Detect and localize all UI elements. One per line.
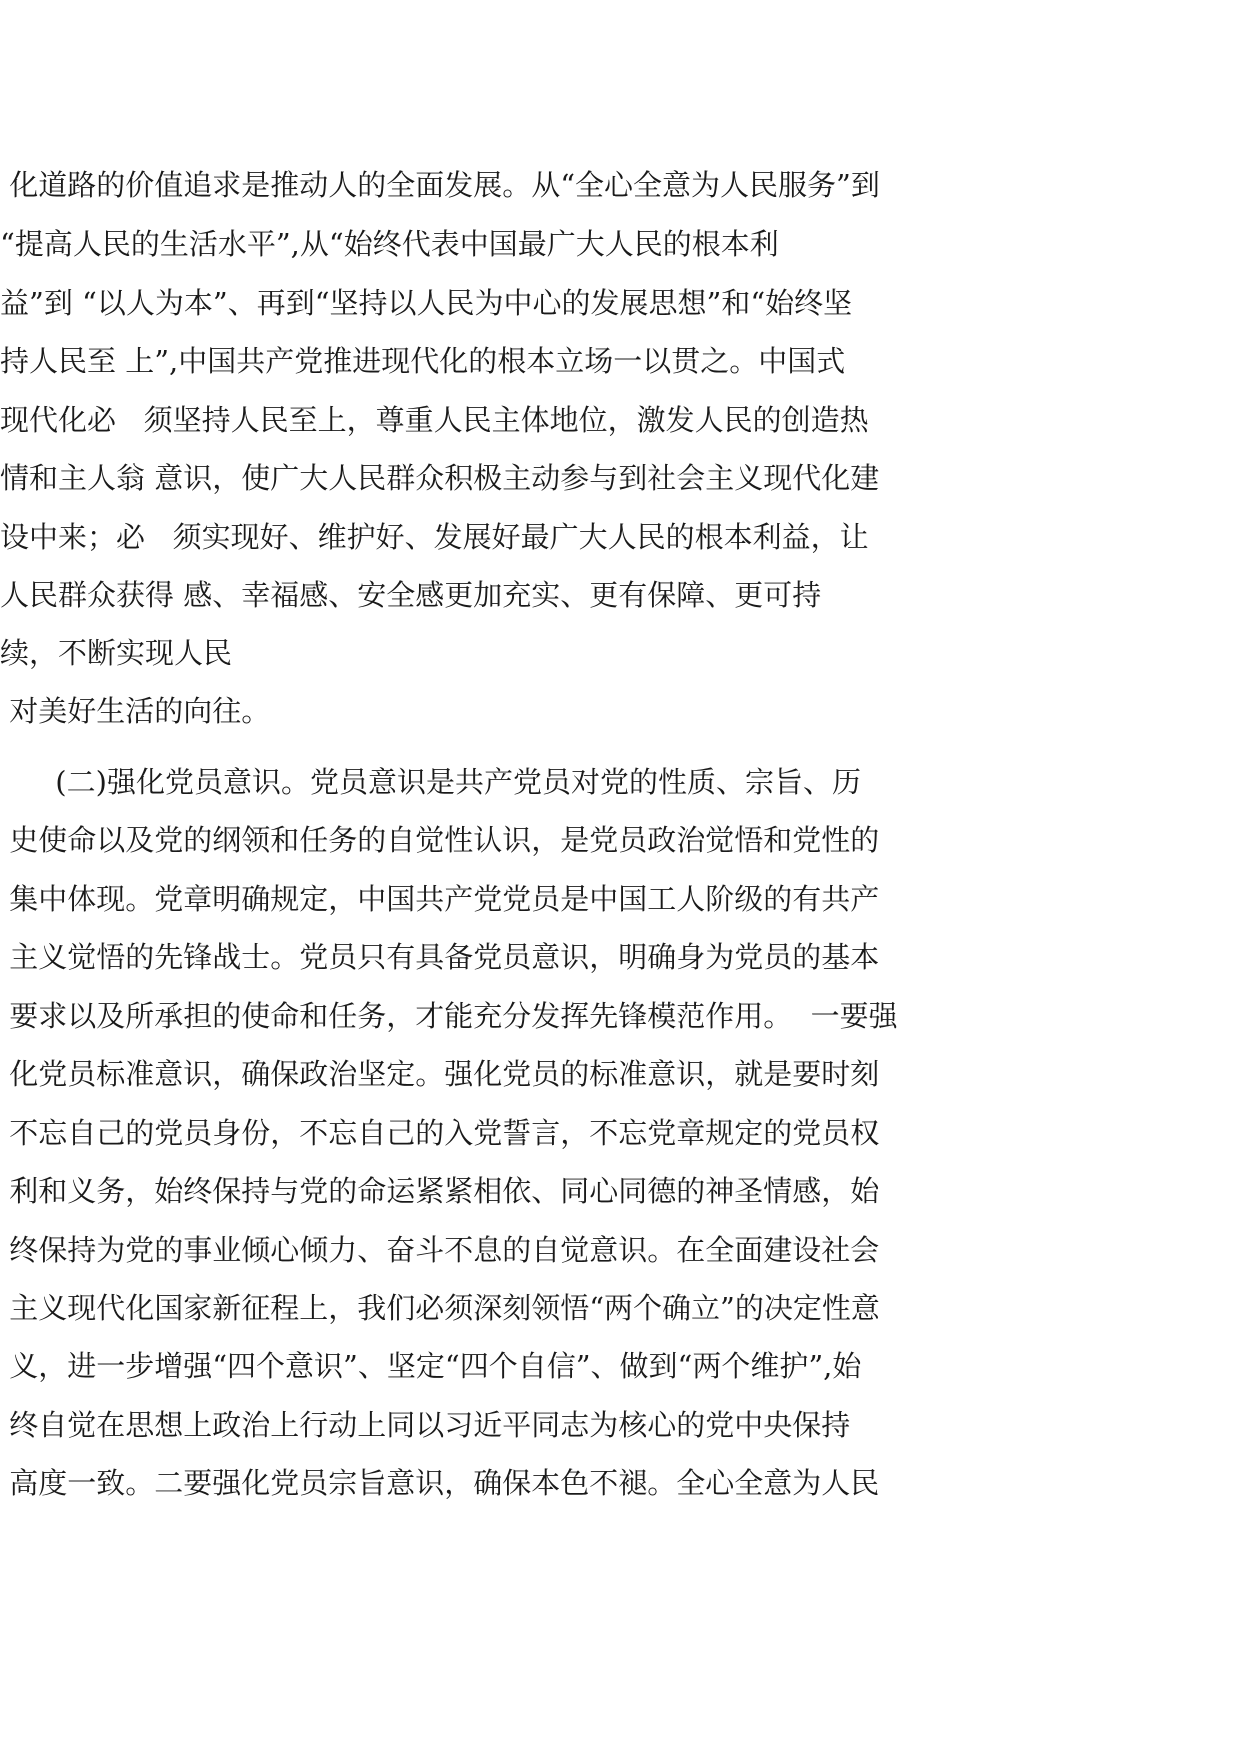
text-line: 义，进一步增强“四个意识”、坚定“四个自信”、做到“两个维护”,始 [0,1349,862,1383]
text-line: 集中体现。党章明确规定，中国共产党党员是中国工人阶级的有共产 [0,882,880,916]
text-line: 对美好生活的向往。 [0,694,271,728]
text-line: 要求以及所承担的使命和任务，才能充分发挥先锋模范作用。 一要强 [0,999,898,1033]
text-line: 情和主人翁 意识，使广大人民群众积极主动参与到社会主义现代化建 [0,461,880,495]
text-line: 终自觉在思想上政治上行动上同以习近平同志为核心的党中央保持 [0,1408,851,1442]
text-line: 终保持为党的事业倾心倾力、奋斗不息的自觉意识。在全面建设社会 [0,1233,880,1267]
text-line: 设中来；必 须实现好、维护好、发展好最广大人民的根本利益，让 [0,520,869,554]
text-line: 续，不断实现人民 [0,636,233,670]
text-line: 主义现代化国家新征程上，我们必须深刻领悟“两个确立”的决定性意 [0,1291,880,1325]
text-line: 不忘自己的党员身份，不忘自己的入党誓言，不忘党章规定的党员权 [0,1116,880,1150]
text-line: 高度一致。二要强化党员宗旨意识，确保本色不褪。全心全意为人民 [0,1466,880,1500]
text-line: 化道路的价值追求是推动人的全面发展。从“全心全意为人民服务”到 [0,168,880,202]
text-line: 利和义务，始终保持与党的命运紧紧相依、同心同德的神圣情感，始 [0,1174,880,1208]
text-line: 持人民至 上”,中国共产党推进现代化的根本立场一以贯之。中国式 [0,344,846,378]
text-line: “提高人民的生活水平”,从“始终代表中国最广大人民的根本利 [0,227,779,261]
text-line: 人民群众获得 感、幸福感、安全感更加充实、更有保障、更可持 [0,578,822,612]
text-line: 益”到 “以人为本”、再到“坚持以人民为中心的发展思想”和“始终坚 [0,286,853,320]
text-line: 主义觉悟的先锋战士。党员只有具备党员意识，明确身为党员的基本 [0,940,880,974]
text-line: 化党员标准意识，确保政治坚定。强化党员的标准意识，就是要时刻 [0,1057,880,1091]
text-line: (二)强化党员意识。党员意识是共产党员对党的性质、宗旨、历 [0,765,861,799]
text-line: 史使命以及党的纲领和任务的自觉性认识，是党员政治觉悟和党性的 [0,823,880,857]
text-line: 现代化必 须坚持人民至上，尊重人民主体地位，激发人民的创造热 [0,403,869,437]
